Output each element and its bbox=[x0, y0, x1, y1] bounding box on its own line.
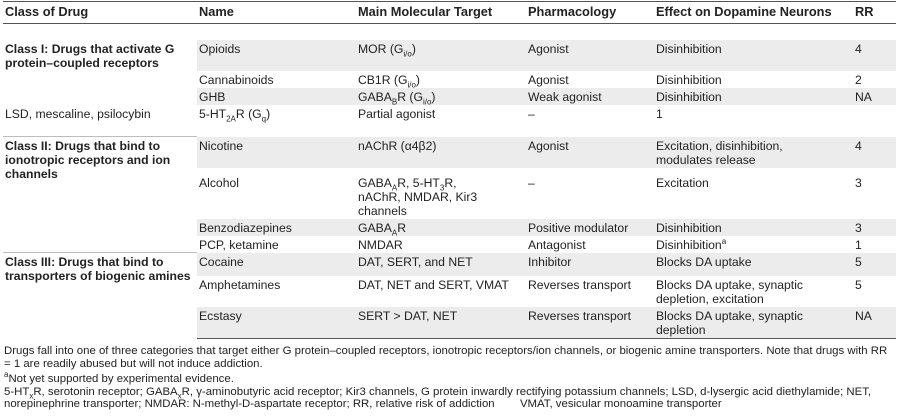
relative-risk: 4 bbox=[853, 137, 896, 168]
drug-name: PCP, ketamine bbox=[197, 236, 356, 253]
relative-risk: 3 bbox=[853, 174, 896, 219]
relative-risk: 1 bbox=[853, 236, 896, 253]
drug-name: Amphetamines bbox=[197, 276, 356, 307]
pharmacology: Agonist bbox=[526, 71, 654, 88]
pharmacology: Reverses transport bbox=[526, 307, 654, 339]
drug-name: Opioids bbox=[197, 40, 356, 57]
drug-classification-table bbox=[3, 1, 896, 122]
header-row bbox=[3, 2, 896, 24]
dopamine-effect: Disinhibition bbox=[654, 40, 853, 57]
header-effect: Effect on Dopamine Neurons bbox=[654, 2, 853, 24]
drug-name: Ecstasy bbox=[197, 307, 356, 339]
header-pharmacology: Pharmacology bbox=[526, 2, 654, 24]
relative-risk: NA bbox=[853, 88, 896, 105]
pharmacology: Reverses transport bbox=[526, 276, 654, 307]
molecular-target: $GABA_AR$, $5-HT_3R$, nAChR, NMDAR, Kir3 channels bbox=[356, 174, 526, 219]
footnote-abbreviations: $5-HT_xR$, serotonin receptor; $GABA_xR$, γ-aminobutyric acid receptor; Kir3 channels, G protein inwardly rectifying potassium channels; LSD, d-lysergic acid diethylamide; NET, norepinephrine transporter; NMDAR: N-methyl-D-aspartate receptor; RR, relative risk of addiction VMAT, vesicular monoamine transporter bbox=[4, 385, 875, 411]
molecular-target: MOR $(G_{i/o})$ bbox=[356, 40, 526, 57]
footnote-a: $^a$Not yet supported by experimental evidence. bbox=[4, 370, 234, 386]
molecular-target: $5-HT_{2A}R$ $(G_q)$ bbox=[197, 105, 356, 122]
drug-name: LSD, mescaline, psilocybin bbox=[3, 105, 197, 122]
pharmacology: Partial agonist bbox=[356, 105, 526, 122]
dopamine-effect: – bbox=[526, 105, 654, 122]
relative-risk: 1 bbox=[654, 105, 853, 122]
class-label-1: Class I: Drugs that activate G protein–coupled receptors bbox=[3, 40, 197, 105]
molecular-target: $GABA_AR$ bbox=[356, 219, 526, 236]
pharmacology: Positive modulator bbox=[526, 219, 654, 236]
table-row bbox=[3, 105, 896, 122]
molecular-target: DAT, NET and SERT, VMAT bbox=[356, 276, 526, 307]
table-footnotes bbox=[4, 345, 897, 411]
table-row bbox=[3, 137, 896, 168]
relative-risk: NA bbox=[853, 307, 896, 339]
pharmacology: Weak agonist bbox=[526, 88, 654, 105]
molecular-target: $GABA_BR$ $(G_{i/o})$ bbox=[356, 88, 526, 105]
header-rr: RR bbox=[853, 2, 896, 24]
molecular-target: DAT, SERT, and NET bbox=[356, 253, 526, 270]
table-row bbox=[3, 253, 896, 270]
class-label-2: Class II: Drugs that bind to ionotropic receptors and ion channels bbox=[3, 137, 197, 253]
table-row bbox=[3, 40, 896, 57]
molecular-target: nAChR (α4β2) bbox=[356, 137, 526, 168]
drug-name: GHB bbox=[197, 88, 356, 105]
pharmacology: Antagonist bbox=[526, 236, 654, 253]
drug-name: Nicotine bbox=[197, 137, 356, 168]
dopamine-effect: Disinhibition$^a$ bbox=[654, 236, 853, 253]
molecular-target: NMDAR bbox=[356, 236, 526, 253]
molecular-target: SERT > DAT, NET bbox=[356, 307, 526, 339]
footnote-summary: Drugs fall into one of three categories that target either G protein–coupled receptors, ionotropic receptors/ion channels, or biogenic amine transporters. Note that drugs with RR = 1 are readily abused but will not induce addiction. bbox=[4, 345, 888, 370]
relative-risk: 5 bbox=[853, 276, 896, 307]
dopamine-effect: Excitation bbox=[654, 174, 853, 219]
pharmacology: Agonist bbox=[526, 40, 654, 57]
header-target: Main Molecular Target bbox=[356, 2, 526, 24]
relative-risk: 3 bbox=[853, 219, 896, 236]
molecular-target: CB1R $(G_{i/o})$ bbox=[356, 71, 526, 88]
relative-risk: 2 bbox=[853, 71, 896, 88]
pharmacology: Agonist bbox=[526, 137, 654, 168]
drug-name: Cannabinoids bbox=[197, 71, 356, 88]
drug-classification-table-cont bbox=[3, 136, 896, 339]
header-name: Name bbox=[197, 2, 356, 24]
header-class: Class of Drug bbox=[3, 2, 197, 24]
pharmacology: – bbox=[526, 174, 654, 219]
pharmacology: Inhibitor bbox=[526, 253, 654, 270]
dopamine-effect: Blocks DA uptake bbox=[654, 253, 853, 270]
dopamine-effect: Disinhibition bbox=[654, 88, 853, 105]
dopamine-effect: Excitation, disinhibition, modulates release bbox=[654, 137, 853, 168]
dopamine-effect: Disinhibition bbox=[654, 219, 853, 236]
drug-name: Cocaine bbox=[197, 253, 356, 270]
class-label-3: Class III: Drugs that bind to transporters of biogenic amines bbox=[3, 253, 197, 339]
relative-risk: 5 bbox=[853, 253, 896, 270]
drug-name: Alcohol bbox=[197, 174, 356, 219]
dopamine-effect: Blocks DA uptake, synaptic depletion, excitation bbox=[654, 276, 853, 307]
dopamine-effect: Disinhibition bbox=[654, 71, 853, 88]
dopamine-effect: Blocks DA uptake, synaptic depletion bbox=[654, 307, 853, 339]
drug-name: Benzodiazepines bbox=[197, 219, 356, 236]
relative-risk: 4 bbox=[853, 40, 896, 57]
